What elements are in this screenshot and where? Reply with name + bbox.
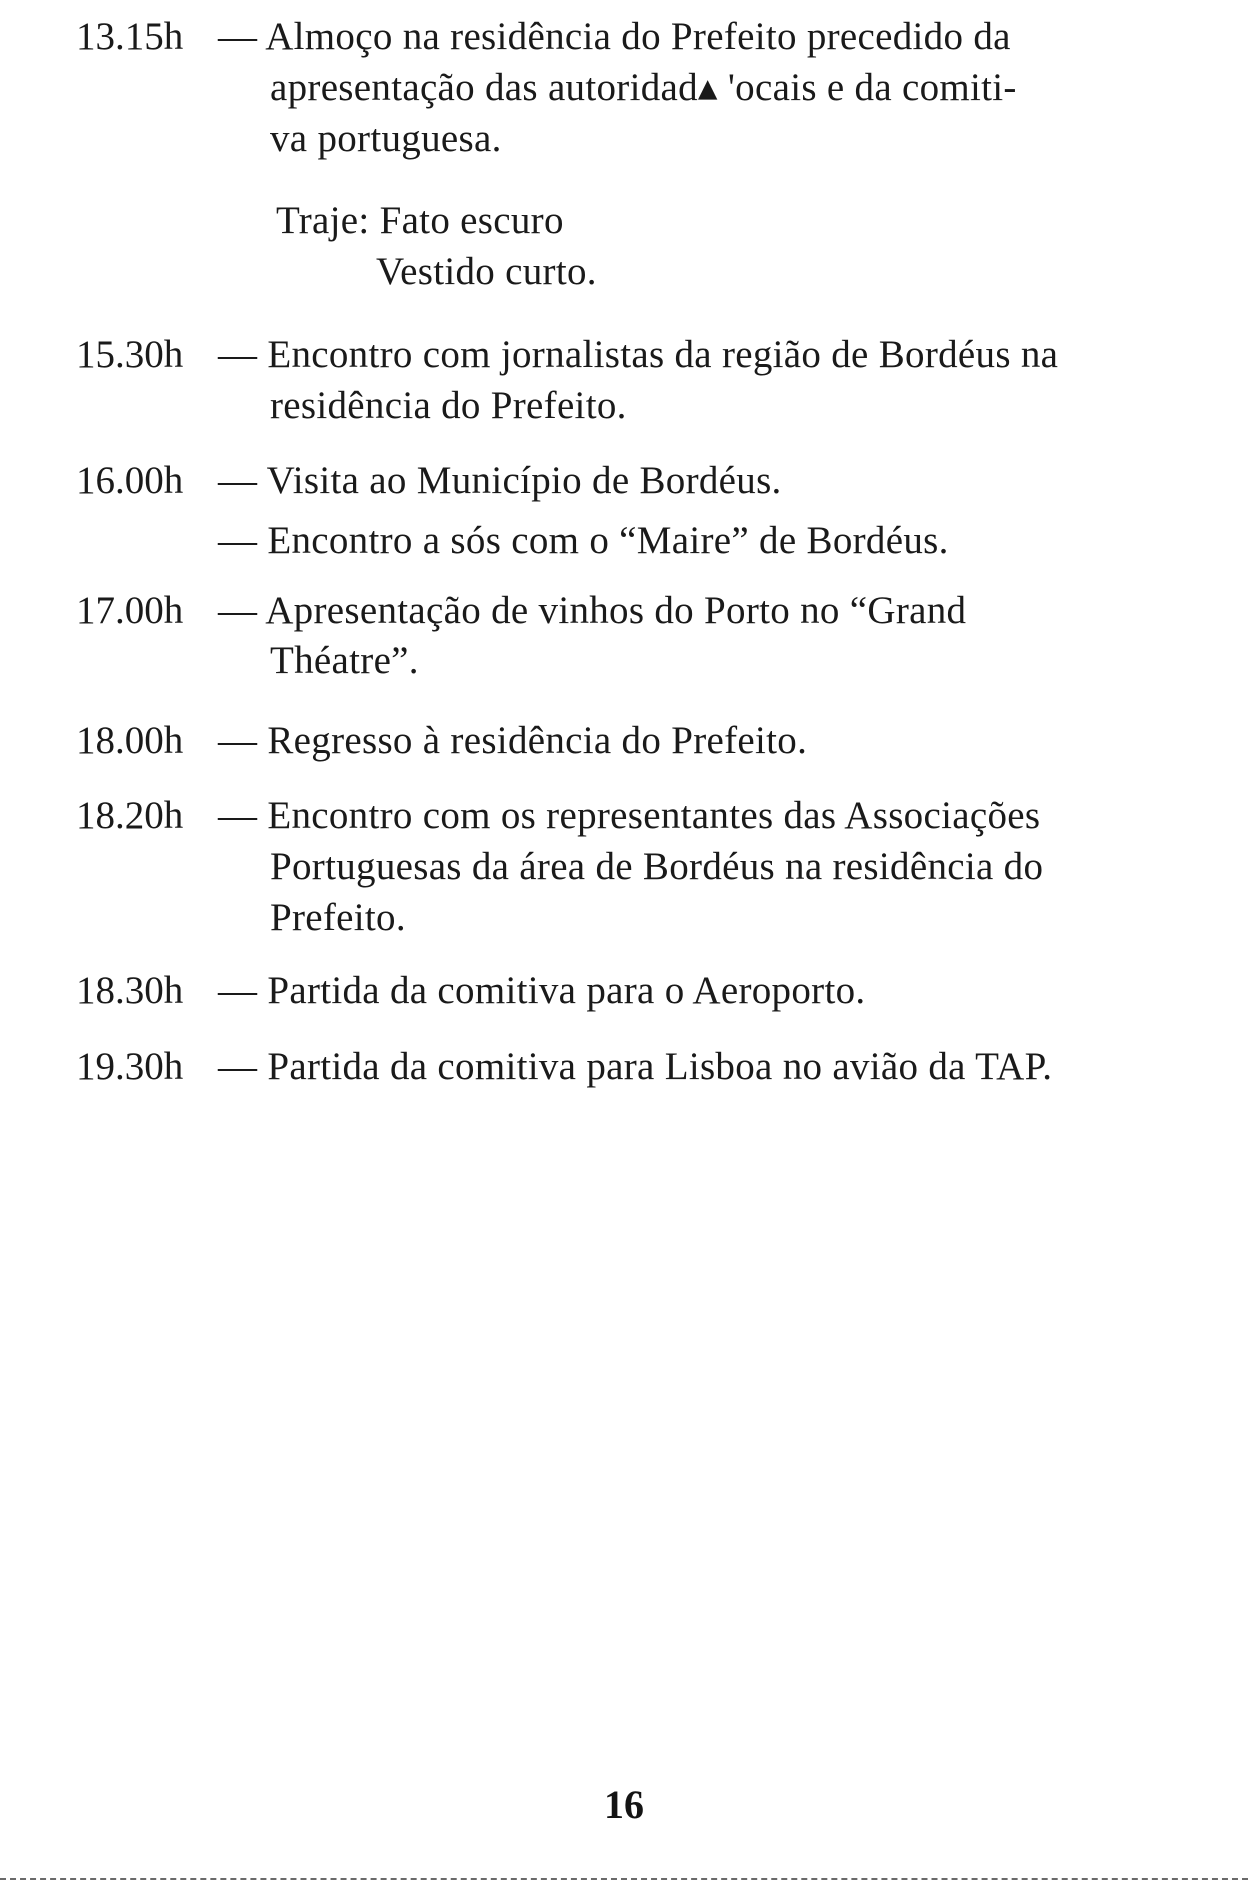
- entry-time: 18.30h: [76, 969, 184, 1012]
- entry-line: — Partida da comitiva para o Aeroporto.: [218, 969, 866, 1012]
- entry-time: 19.30h: [76, 1045, 184, 1088]
- entry-line: apresentação das autoridad▴ 'ocais e da comiti-: [270, 66, 1017, 109]
- entry-line: residência do Prefeito.: [270, 384, 627, 427]
- entry-time: 17.00h: [76, 589, 184, 632]
- entry-time: 18.00h: [76, 719, 184, 762]
- entry-line: — Encontro com os representantes das Associações: [218, 794, 1041, 837]
- dress-code-line: Traje: Fato escuro: [276, 199, 564, 242]
- entry-line: Prefeito.: [270, 896, 406, 939]
- entry-line: Théatre”.: [270, 639, 419, 682]
- bottom-rule: [0, 1878, 1248, 1880]
- entry-time: 15.30h: [76, 333, 184, 376]
- entry-time: 18.20h: [76, 794, 184, 837]
- entry-line: — Almoço na residência do Prefeito precedido da: [218, 15, 1011, 58]
- entry-line: — Partida da comitiva para Lisboa no avião da TAP.: [218, 1045, 1053, 1088]
- entry-line: — Regresso à residência do Prefeito.: [218, 719, 808, 762]
- page-number: 16: [604, 1782, 644, 1827]
- entry-line: — Visita ao Município de Bordéus.: [218, 459, 782, 502]
- entry-line: — Encontro a sós com o “Maire” de Bordéus.: [218, 519, 949, 562]
- entry-line: va portuguesa.: [270, 117, 502, 160]
- entry-line: — Encontro com jornalistas da região de Bordéus na: [218, 333, 1059, 376]
- entry-line: — Apresentação de vinhos do Porto no “Grand: [218, 589, 967, 632]
- dress-code-line: Vestido curto.: [376, 250, 597, 293]
- entry-time: 16.00h: [76, 459, 184, 502]
- entry-line: Portuguesas da área de Bordéus na residência do: [270, 845, 1044, 888]
- entry-time: 13.15h: [76, 15, 184, 58]
